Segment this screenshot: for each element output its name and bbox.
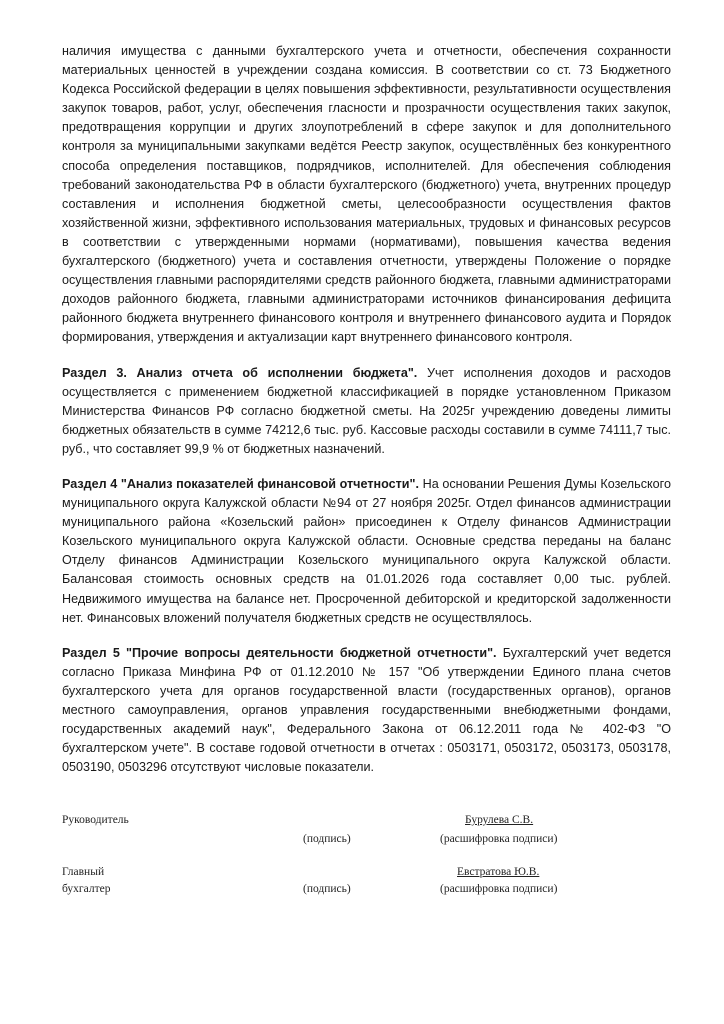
head-role-label: Руководитель [62, 814, 129, 826]
section-3-budget-execution [62, 364, 671, 459]
accountant-name-caption: (расшифровка подписи) [440, 883, 558, 895]
paragraph-text: На основании Решения Думы Козельского муниципального округа Калужской области №94 от 27 ноября 2025г. Отдел финансов администрации муниципального района «Козельский район» присоединен к Отделу финансов Администрации Козельского муниципального округа Калужской области. Основные средства переданы на баланс Отделу финансов Администрации Козельского муниципального округа Калужской области. Балансовая стоимость основных средств на 01.01.2026 года составляет 0,00 тыс. рублей. Недвижимого имущества на балансе нет. Просроченной дебиторской и кредиторской задолженности нет. Финансовых вложений получателя бюджетных средств не осуществлялось. [62, 476, 671, 625]
head-signature-caption: (подпись) [303, 833, 351, 845]
paragraph-text: Бухгалтерский учет ведется согласно Приказа Минфина РФ от 01.12.2010 № 157 "Об утверждении Единого плана счетов бухгалтерского учета для органов государственной власти (государственных органов), органов местного самоуправления, органов управления государственными внебюджетными фондами, государственных академий наук", Федерального Закона от 06.12.2011 года № 402-ФЗ "О бухгалтерском учете". В составе годовой отчетности в отчетах : 0503171, 0503172, 0503173, 0503178, 0503190, 0503296 отсутствуют числовые показатели. [62, 645, 671, 775]
accountant-name: Евстратова Ю.В. [457, 866, 540, 878]
section-heading: Раздел 5 "Прочие вопросы деятельности бюджетной отчетности". [62, 645, 497, 660]
paragraph-text: Учет исполнения доходов и расходов осуществляется с применением бюджетной классификацией в порядке установленном Приказом Министерства Финансов РФ согласно бюджетной сметы. На 2025г учреждению доведены лимиты бюджетных обязательств в сумме 74212,6 тыс. руб. Кассовые расходы составили в сумме 74111,7 тыс. руб., что составляет 99,9 % от бюджетных назначений. [62, 365, 671, 456]
head-name: Бурулева С.В. [465, 814, 534, 826]
paragraph-text: наличия имущества с данными бухгалтерского учета и отчетности, обеспечения сохранности материальных ценностей в учреждении создана комиссия. В соответствии со ст. 73 Бюджетного Кодекса Российской федерации в целях повышения эффективности, результативности осуществления закупок товаров, работ, услуг, обеспечения гласности и прозрачности осуществления таких закупок, предотвращения коррупции и других злоупотреблений в сфере закупок и для дополнительного контроля за муниципальными закупками ведётся Реестр закупок, осуществлённых без конкурентного способа определения поставщиков, подрядчиков, исполнителей. Для обеспечения соблюдения требований законодательства РФ в области бухгалтерского (бюджетного) учета, внутренних процедур составления и исполнения бюджетной сметы, целесообразности осуществления фактов хозяйственной жизни, эффективного использования материальных, трудовых и финансовых ресурсов в соответствии с утвержденными нормами (нормативами), повышения качества ведения бухгалтерского (бюджетного) учета и составления отчетности, утверждены Положение о порядке осуществления главными распорядителями средств районного бюджета, главными администраторами доходов районного бюджета, главными администраторами источников финансирования дефицита районного бюджета внутреннего финансового контроля и внутреннего финансового аудита и Порядок формирования, утверждения и актуализации карт внутреннего финансового контроля. [62, 44, 671, 345]
section-4-financial-indicators [62, 475, 671, 628]
accountant-role-label-line2: бухгалтер [62, 883, 111, 895]
paragraph-internal-control [62, 42, 671, 348]
head-name-caption: (расшифровка подписи) [440, 833, 558, 845]
section-heading: Раздел 3. Анализ отчета об исполнении бюджета". [62, 365, 418, 380]
document-body [62, 42, 671, 777]
section-5-other-questions [62, 644, 671, 778]
section-heading: Раздел 4 "Анализ показателей финансовой отчетности". [62, 476, 420, 491]
accountant-role-label-line1: Главный [62, 866, 105, 878]
accountant-signature-caption: (подпись) [303, 883, 351, 895]
